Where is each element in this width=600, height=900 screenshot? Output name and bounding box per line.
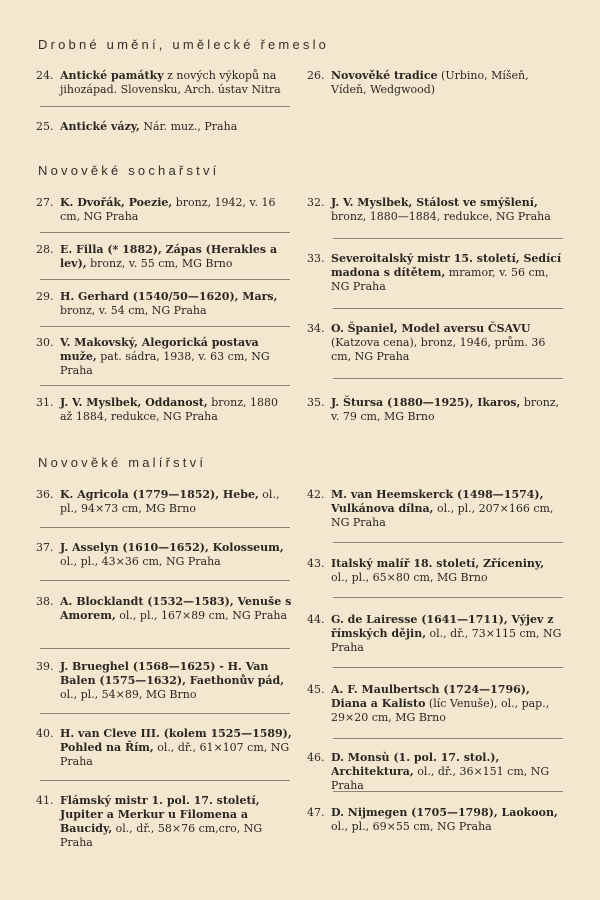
entry-title: H. van Cleve III. (kolem 1525—1589), Pohled na Řím, [60, 727, 292, 754]
catalog-entry-25 [36, 120, 292, 134]
entry-details: mramor, v. 56 cm, NG Praha [331, 266, 549, 293]
catalog-entry-27 [36, 196, 292, 224]
catalog-entry-26 [307, 69, 563, 97]
entry-details: bronz, 1942, v. 16 cm, NG Praha [60, 196, 276, 223]
section-title-decorative-arts: Drobné umění, umělecké řemeslo [38, 37, 330, 52]
entry-number: 30. [36, 336, 54, 349]
entry-details: (líc Venuše), ol., pap., 29×20 cm, MG Brno [331, 697, 550, 724]
entry-title: Italský malíř 18. století, Zříceniny, [331, 557, 545, 570]
entry-number: 35. [307, 396, 325, 409]
entry-details: ol., pl., 94×73 cm, MG Brno [60, 488, 280, 515]
entry-divider [40, 326, 290, 327]
entry-title: E. Filla (* 1882), Zápas (Herakles a lev), [60, 243, 278, 270]
entry-number: 45. [307, 683, 325, 696]
catalog-entry-35 [307, 396, 563, 424]
entry-title: K. Agricola (1779—1852), Hebe, [60, 488, 259, 501]
entry-title: D. Nijmegen (1705—1798), Laokoon, [331, 806, 558, 819]
catalog-entry-36 [36, 488, 292, 516]
entry-divider [333, 791, 563, 792]
entry-divider [40, 713, 290, 714]
entry-divider [40, 580, 290, 581]
entry-title: D. Monsù (1. pol. 17. stol.), Architektura, [331, 751, 500, 778]
entry-details: ol., pl., 167×89 cm, NG Praha [115, 609, 288, 622]
entry-details: z nových výkopů na jihozápad. Slovensku, Arch. ústav Nitra [60, 69, 281, 96]
entry-number: 29. [36, 290, 54, 303]
entry-number: 34. [307, 322, 325, 335]
entry-title: Antické památky [60, 69, 164, 82]
entry-details: ol., pl., 207×166 cm, NG Praha [331, 502, 554, 529]
entry-divider [333, 308, 563, 309]
catalog-entry-45 [307, 683, 563, 725]
entry-number: 24. [36, 69, 54, 82]
entry-title: J. Asselyn (1610—1652), Kolosseum, [60, 541, 284, 554]
catalog-entry-29 [36, 290, 292, 318]
entry-number: 26. [307, 69, 325, 82]
entry-number: 44. [307, 613, 325, 626]
entry-details: pat. sádra, 1938, v. 63 cm, NG Praha [60, 350, 270, 377]
entry-divider [40, 780, 290, 781]
entry-title: J. Brueghel (1568—1625) - H. Van Balen (1575—1632), Faethonův pád, [60, 660, 285, 687]
entry-divider [333, 378, 563, 379]
entry-number: 27. [36, 196, 54, 209]
entry-divider [333, 667, 563, 668]
entry-details: bronz, v. 79 cm, MG Brno [331, 396, 560, 423]
entry-details: Nár. muz., Praha [139, 120, 238, 133]
catalog-entry-42 [307, 488, 563, 530]
entry-details: (Urbino, Míšeň, Vídeň, Wedgwood) [331, 69, 529, 96]
entry-divider [40, 106, 290, 107]
entry-details: bronz, 1880—1884, redukce, NG Praha [331, 210, 551, 223]
entry-details: ol., dř., 36×151 cm, NG Praha [331, 765, 550, 792]
entry-divider [40, 385, 290, 386]
entry-number: 43. [307, 557, 325, 570]
entry-details: bronz, v. 54 cm, NG Praha [60, 304, 207, 317]
entry-number: 46. [307, 751, 325, 764]
entry-divider [333, 238, 563, 239]
entry-title: J. V. Myslbek, Stálost ve smýšlení, [331, 196, 538, 209]
entry-number: 47. [307, 806, 325, 819]
entry-details: ol., pl., 54×89, MG Brno [60, 688, 197, 701]
entry-details: ol., pl., 65×80 cm, MG Brno [331, 571, 488, 584]
entry-number: 25. [36, 120, 54, 133]
catalog-entry-46 [307, 751, 563, 793]
entry-divider [333, 597, 563, 598]
catalog-entry-24 [36, 69, 292, 97]
entry-title: J. V. Myslbek, Oddanost, [60, 396, 208, 409]
catalog-entry-32 [307, 196, 563, 224]
entry-title: H. Gerhard (1540/50—1620), Mars, [60, 290, 278, 303]
entry-details: ol., dř., 61×107 cm, NG Praha [60, 741, 290, 768]
catalog-entry-43 [307, 557, 563, 585]
entry-number: 41. [36, 794, 54, 807]
entry-title: G. de Lairesse (1641—1711), Výjev z římských dějin, [331, 613, 554, 640]
entry-number: 28. [36, 243, 54, 256]
entry-title: Flámský mistr 1. pol. 17. století, Jupiter a Merkur u Filomena a Baucidy, [60, 794, 260, 835]
entry-details: ol., dř., 73×115 cm, NG Praha [331, 627, 562, 654]
entry-divider [40, 648, 290, 649]
entry-number: 33. [307, 252, 325, 265]
entry-details: ol., pl., 69×55 cm, NG Praha [331, 820, 492, 833]
catalog-entry-37 [36, 541, 292, 569]
entry-number: 36. [36, 488, 54, 501]
catalog-entry-34 [307, 322, 563, 364]
section-title-painting: Novověké malířství [38, 455, 207, 470]
entry-details: bronz, v. 55 cm, MG Brno [86, 257, 233, 270]
entry-title: Novověké tradice [331, 69, 438, 82]
catalog-entry-47 [307, 806, 563, 834]
entry-title: V. Makovský, Alegorická postava muže, [60, 336, 259, 363]
entry-details: ol., dř., 58×76 cm,cro, NG Praha [60, 822, 263, 849]
entry-title: A. F. Maulbertsch (1724—1796), Diana a Kalisto [331, 683, 530, 710]
catalog-entry-39 [36, 660, 292, 702]
catalog-entry-40 [36, 727, 292, 769]
catalog-entry-28 [36, 243, 292, 271]
entry-number: 39. [36, 660, 54, 673]
entry-title: K. Dvořák, Poezie, [60, 196, 173, 209]
section-title-sculpture: Novověké sochařství [38, 163, 220, 178]
entry-divider [333, 738, 563, 739]
catalog-entry-41 [36, 794, 292, 850]
entry-number: 31. [36, 396, 54, 409]
entry-divider [333, 542, 563, 543]
catalog-entry-38 [36, 595, 292, 623]
entry-number: 42. [307, 488, 325, 501]
catalog-entry-31 [36, 396, 292, 424]
entry-divider [40, 279, 290, 280]
catalog-entry-30 [36, 336, 292, 378]
entry-number: 38. [36, 595, 54, 608]
entry-title: J. Štursa (1880—1925), Ikaros, [331, 396, 521, 409]
entry-number: 37. [36, 541, 54, 554]
entry-number: 40. [36, 727, 54, 740]
entry-details: bronz, 1880 až 1884, redukce, NG Praha [60, 396, 279, 423]
entry-title: O. Španiel, Model aversu ČSAVU [331, 322, 531, 335]
entry-divider [40, 527, 290, 528]
entry-title: M. van Heemskerck (1498—1574), Vulkánova dílna, [331, 488, 544, 515]
entry-details: ol., pl., 43×36 cm, NG Praha [60, 555, 221, 568]
entry-divider [40, 232, 290, 233]
entry-title: A. Blocklandt (1532—1583), Venuše s Amorem, [60, 595, 292, 622]
entry-number: 32. [307, 196, 325, 209]
entry-details: (Katzova cena), bronz, 1946, prům. 36 cm, NG Praha [331, 336, 546, 363]
catalog-entry-33 [307, 252, 563, 294]
catalog-entry-44 [307, 613, 563, 655]
entry-title: Severoitalský mistr 15. století, Sedící madona s dítětem, [331, 252, 562, 279]
entry-title: Antické vázy, [60, 120, 140, 133]
